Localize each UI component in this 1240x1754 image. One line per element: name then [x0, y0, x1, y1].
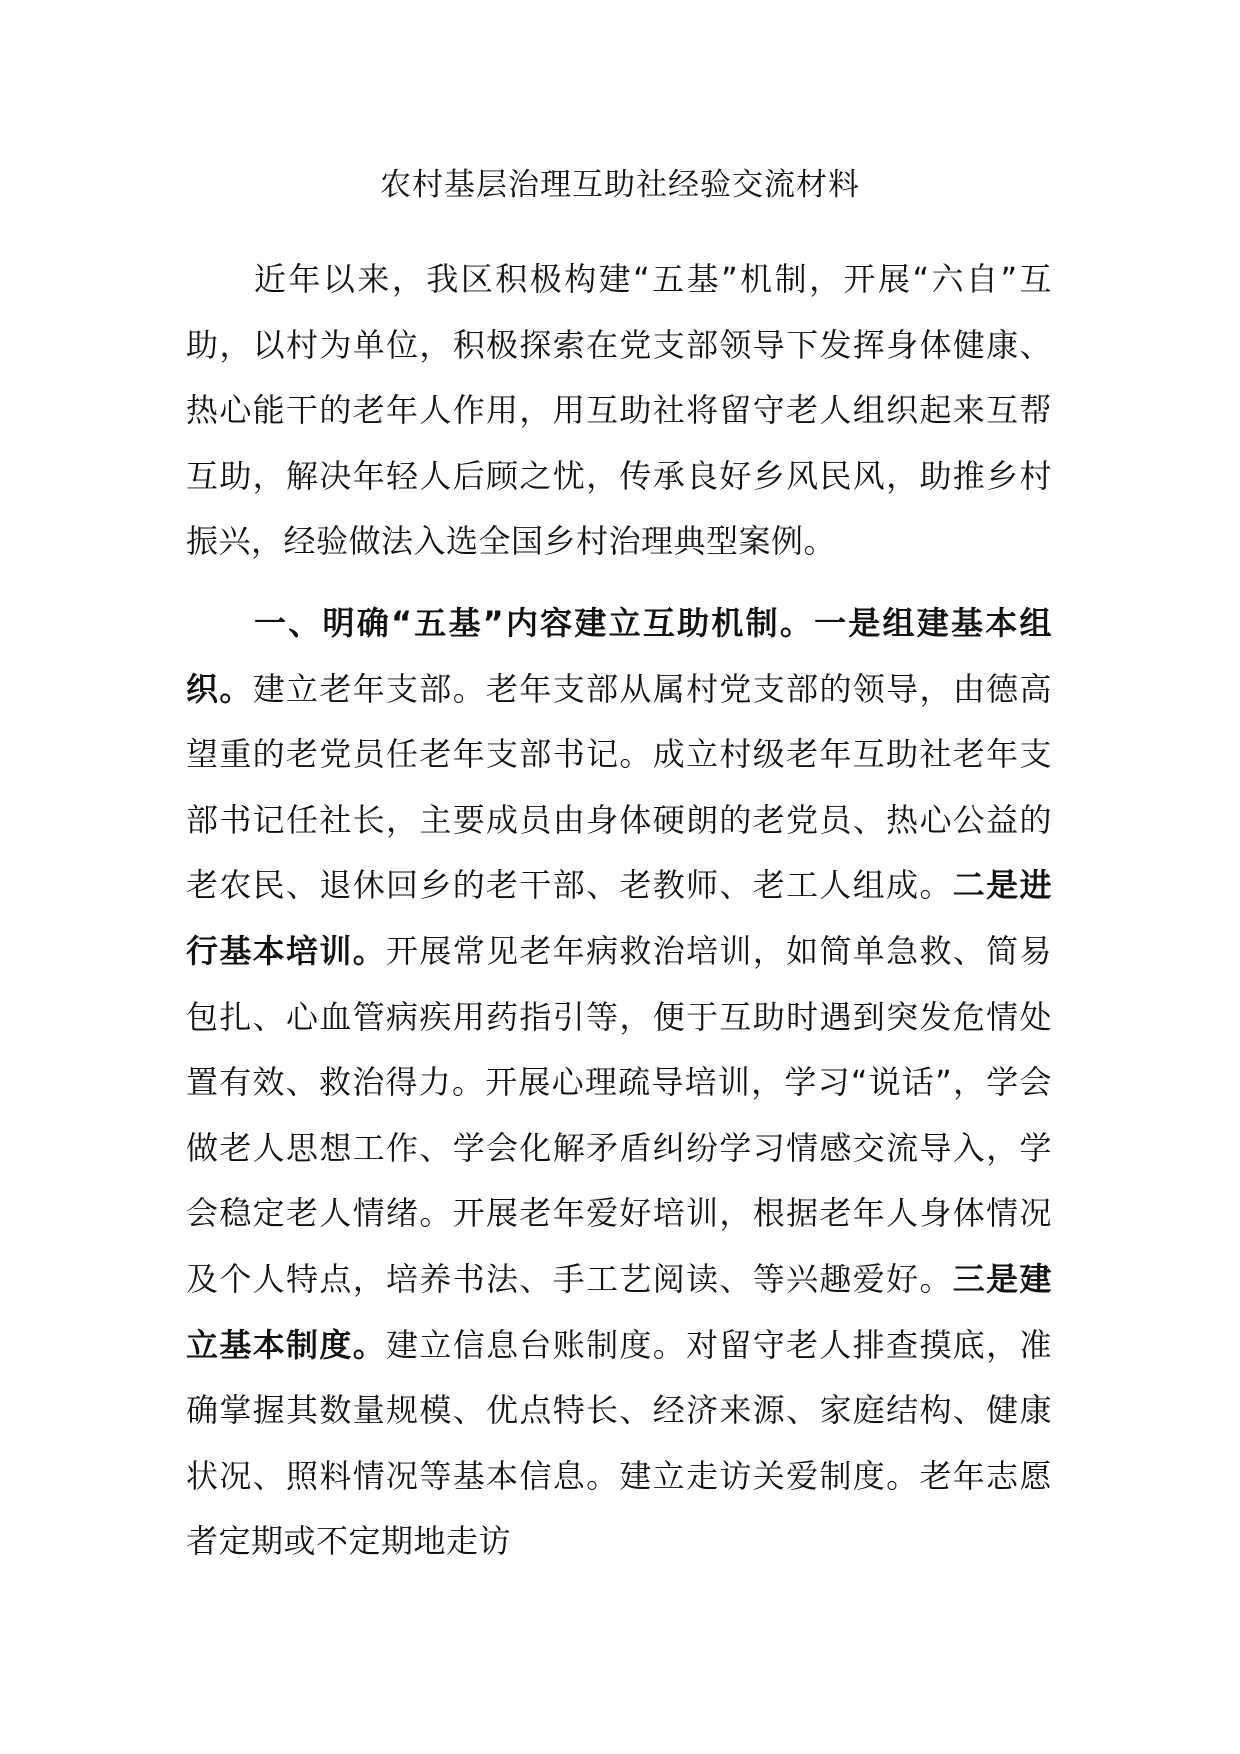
point-two-text: 开展常见老年病救治培训，如简单急救、简易包扎、心血管病疾用药指引等，便于互助时遇到突发危情处置有效、救治得力。开展心理疏导培训，学习“说话”，学会做老人思想工作、学会化解矛盾纠纷学习情感交流导入，学会稳定老人情绪。开展老年爱好培训，根据老年人身体情况及个人特点，培养书法、手工艺阅读、等兴趣爱好。 [186, 931, 1052, 1298]
point-three-label: 三是建立基本制度。 [186, 1259, 1052, 1364]
point-one-label: 一是组建基本组织。 [186, 604, 1052, 708]
point-two-label: 二是进行基本培训。 [186, 866, 1052, 970]
intro-paragraph-text: 近年以来，我区积极构建“五基”机制，开展“六自”互助，以村为单位，积极探索在党支部领导下发挥身体健康、热心能干的老年人作用，用互助社将留守老人组织起来互帮互助，解决年轻人后顾之忧，传承良好乡风民风，助推乡村振兴，经验做法入选全国乡村治理典型案例。 [186, 260, 1052, 561]
intro-paragraph [186, 247, 1052, 575]
point-three-text: 建立信息台账制度。对留守老人排查摸底，准确掌握其数量规模、优点特长、经济来源、家庭结构、健康状况、照料情况等基本信息。建立走访关爱制度。老年志愿者定期或不定期地走访 [186, 1325, 1052, 1561]
section-one-paragraph [186, 591, 1052, 1575]
point-one-text: 建立老年支部。老年支部从属村党支部的领导，由德高望重的老党员任老年支部书记。成立村级老年互助社老年支部书记任社长，主要成员由身体硬朗的老党员、热心公益的老农民、退休回乡的老干部、老教师、老工人组成。 [186, 669, 1052, 905]
section-one-heading: 一、明确“五基”内容建立互助机制。 [254, 604, 815, 642]
document-title: 农村基层治理互助社经验交流材料 [380, 167, 860, 203]
